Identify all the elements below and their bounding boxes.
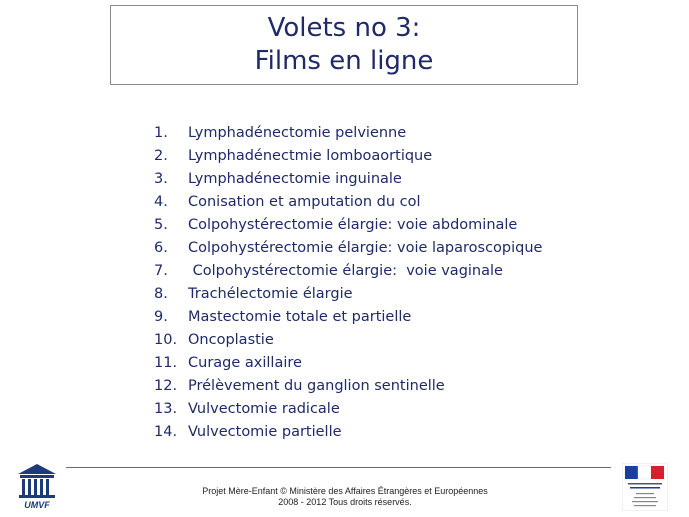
item-number: 13. — [154, 401, 178, 417]
item-text: Conisation et amputation du col — [188, 194, 421, 210]
list-item — [154, 306, 542, 329]
item-text: Mastectomie totale et partielle — [188, 309, 412, 325]
item-text: Curage axillaire — [188, 355, 302, 371]
list-item — [154, 375, 542, 398]
list-item — [154, 352, 542, 375]
item-text: Oncoplastie — [188, 332, 274, 348]
footer-divider — [66, 467, 611, 468]
item-text: Vulvectomie partielle — [188, 424, 342, 440]
item-text: Colpohystérectomie élargie: voie abdominale — [188, 217, 518, 233]
list-item — [154, 191, 542, 214]
item-text: Colpohystérectomie élargie: voie laparoscopique — [188, 240, 543, 256]
list-item — [154, 283, 542, 306]
item-number: 11. — [154, 355, 178, 371]
item-number: 4. — [154, 194, 168, 210]
footer-line-1: Projet Mère-Enfant © Ministère des Affaires Étrangères et Européennes — [202, 486, 488, 496]
item-number: 3. — [154, 171, 168, 187]
list-item — [154, 168, 542, 191]
item-number: 7. — [154, 263, 168, 279]
list-item — [154, 421, 542, 444]
item-number: 1. — [154, 125, 168, 141]
item-number: 5. — [154, 217, 168, 233]
item-number: 12. — [154, 378, 178, 394]
item-number: 9. — [154, 309, 168, 325]
item-text: Lymphadénectomie inguinale — [188, 171, 402, 187]
item-text: Lymphadénectmie lomboaortique — [188, 148, 433, 164]
ministry-logo-icon — [622, 463, 668, 511]
list-item — [154, 237, 542, 260]
item-number: 6. — [154, 240, 168, 256]
item-text: Vulvectomie radicale — [188, 401, 340, 417]
item-number: 2. — [154, 148, 168, 164]
list-item — [154, 122, 542, 145]
slide-title-box — [110, 5, 578, 85]
item-text: Lymphadénectomie pelvienne — [188, 125, 407, 141]
umvf-logo-label: UMVF — [24, 500, 50, 510]
item-number: 10. — [154, 332, 178, 348]
footer-copyright — [140, 486, 550, 508]
item-text: Trachélectomie élargie — [188, 286, 353, 302]
list-item — [154, 398, 542, 421]
list-item — [154, 145, 542, 168]
slide-title-line-1: Volets no 3: — [267, 13, 421, 43]
list-item — [154, 260, 542, 283]
slide-title-line-2: Films en ligne — [254, 46, 434, 76]
film-list — [154, 122, 542, 444]
list-item — [154, 214, 542, 237]
footer-line-2: 2008 - 2012 Tous droits réservés. — [278, 497, 412, 507]
list-item — [154, 329, 542, 352]
item-number: 8. — [154, 286, 168, 302]
item-number: 14. — [154, 424, 178, 440]
item-text: Prélèvement du ganglion sentinelle — [188, 378, 445, 394]
item-text: Colpohystérectomie élargie: voie vaginale — [188, 263, 503, 279]
